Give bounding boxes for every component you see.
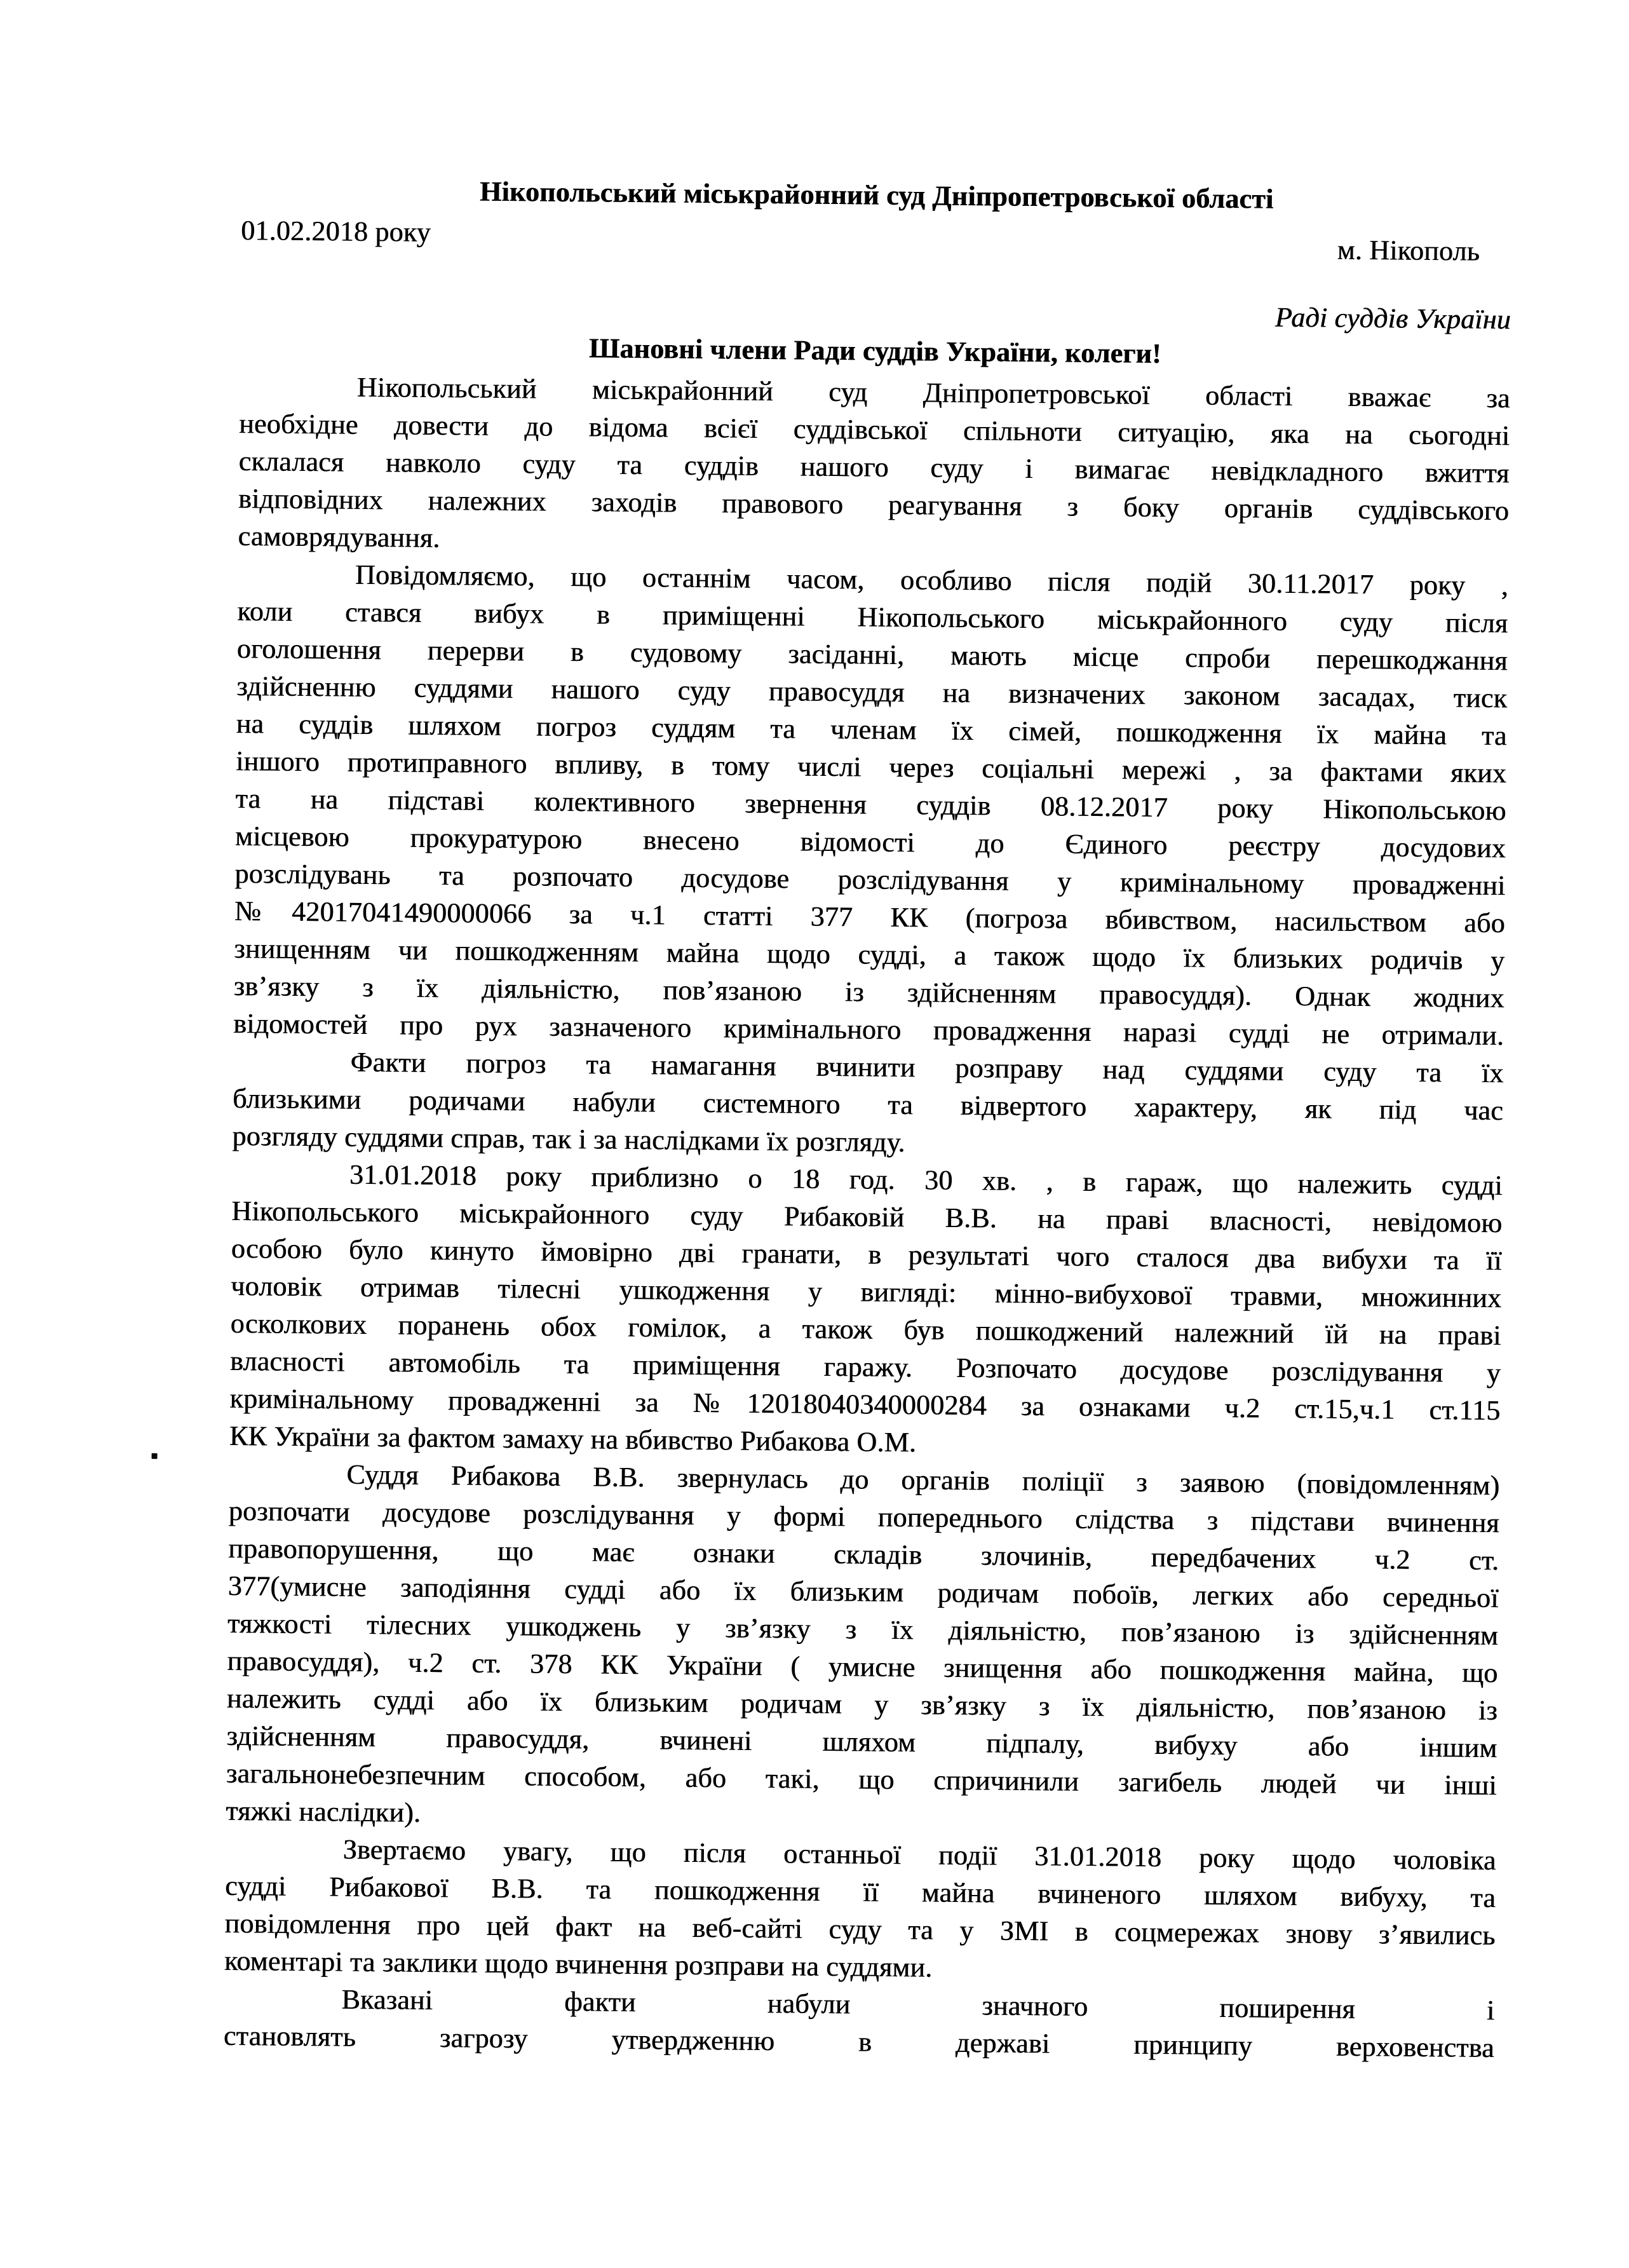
text-line: зв’язку з їх діяльністю, пов’язаною із здійсненням правосуддя). Однак жодних	[233, 970, 1504, 1014]
text-line: склалася навколо суду та суддів нашого суду і вимагає невідкладного вжиття	[238, 445, 1510, 489]
document-date: 01.02.2018 року	[240, 214, 431, 248]
text-line: іншого протиправного впливу, в тому числі через соціальні мережі , за фактами яких	[235, 745, 1507, 789]
paragraph	[232, 1042, 1504, 1167]
text-line: здійсненням правосуддя, вчинені шляхом підпалу, вибуху або іншим	[226, 1720, 1497, 1764]
text-line: №42017041490000066 за ч.1 статті 377 КК (погроза вбивством, насильством або	[234, 895, 1505, 939]
text-line: та на підставі колективного звернення суддів 08.12.2017 року Нікопольською	[235, 782, 1506, 827]
date-row	[240, 212, 1511, 267]
salutation-line: Шановні члени Ради суддів України, колеги!	[588, 332, 1162, 369]
text-line: місцевою прокуратурою внесено відомості до Єдиного реєстру досудових	[234, 820, 1506, 864]
text-line: особою було кинуто ймовірно дві гранати, в результаті чого сталося два вибухи та її	[231, 1232, 1502, 1277]
paragraph	[224, 1979, 1495, 2067]
text-line: самоврядування.	[238, 520, 440, 554]
document-city: м. Нікополь	[1337, 234, 1480, 267]
text-line: Нікопольський міськрайонний суд Дніпропетровської області вважає за	[356, 371, 1510, 414]
text-line: становлять загрозу утвердженню в державі принципу верховенства	[223, 2020, 1494, 2064]
text-line: осколкових поранень обох гомілок, а також був пошкоджений належний їй на праві	[230, 1307, 1501, 1352]
paragraph	[226, 1455, 1500, 1842]
text-line: Суддя Рибакова В.В. звернулась до органів поліції з заявою (повідомленням)	[346, 1458, 1500, 1502]
text-line: повідомлення про цей факт на веб-сайті суду та у ЗМІ в соцмережах знову з’явились	[224, 1907, 1496, 1952]
text-line: Вказані факти набули значного поширення і	[341, 1983, 1495, 2027]
text-line: загальнонебезпечним способом, або такі, що спричинили загибель людей чи інші	[226, 1757, 1497, 1802]
text-line: Нікопольського міськрайонного суду Рибаковій В.В. на праві власності, невідомою	[231, 1195, 1503, 1239]
text-line: 31.01.2018 року приблизно о 18 год. 30 хв. , в гараж, що належить судді	[349, 1158, 1503, 1202]
text-line: коментарі та заклики щодо вчинення розправи на суддями.	[224, 1945, 933, 1983]
text-line: на суддів шляхом погроз суддям та членам їх сімей, пошкодження їх майна та	[236, 707, 1507, 752]
text-line: КК України за фактом замаху на вбивство Рибакова О.М.	[229, 1420, 917, 1458]
text-line: необхідне довести до відома всієї суддівської спільноти ситуацію, яка на сьогодні	[238, 407, 1510, 452]
text-line: розгляду суддями справ, так і за наслідками їх розгляду.	[232, 1120, 905, 1158]
ink-dot-artifact	[152, 1453, 158, 1459]
text-line: власності автомобіль та приміщення гаражу. Розпочато досудове розслідування у	[229, 1345, 1501, 1389]
text-line: близькими родичами набули системного та відвертого характеру, як під час	[232, 1082, 1504, 1127]
text-line: 377(умисне заподіяння судді або їх близьким родичам побоїв, легких або середньої	[227, 1570, 1499, 1614]
text-line: чоловік отримав тілесні ушкодження у вигляді: мінно-вибухової травми, множинних	[230, 1270, 1502, 1314]
text-line: правопорушення, що має ознаки складів злочинів, передбачених ч.2 ст.	[227, 1532, 1499, 1577]
text-line: розпочати досудове розслідування у формі попереднього слідства з підстави вчинення	[228, 1495, 1499, 1539]
letter-content	[224, 170, 1512, 2067]
text-line: оголошення перерви в судовому засіданні, мають місце спроби перешкоджання	[236, 632, 1508, 677]
text-line: коли стався вибух в приміщенні Нікопольського міськрайонного суду після	[237, 595, 1508, 639]
paragraph	[229, 1155, 1503, 1467]
paragraph	[238, 367, 1510, 567]
addressee-line: Раді суддів України	[1274, 301, 1511, 336]
text-line: тяжкості тілесних ушкоджень у зв’язку з їх діяльністю, пов’язаною із здійсненням	[227, 1607, 1499, 1652]
text-line: відповідних належних заходів правового реагування з боку органів суддівського	[238, 482, 1510, 527]
text-line: відомостей про рух зазначеного кримінального провадження наразі судді не отримали.	[233, 1007, 1504, 1052]
text-line: тяжкі наслідки).	[226, 1795, 421, 1828]
text-line: належить судді або їх близьким родичам у зв’язку з їх діяльністю, пов’язаною із	[226, 1682, 1498, 1727]
text-line: знищенням чи пошкодженням майна щодо судді, а також щодо їх близьких родичів у	[234, 932, 1505, 977]
letter-body	[224, 367, 1510, 2067]
court-name-heading: Нікопольський міськрайонний суд Дніпропетровської області	[479, 175, 1274, 215]
paragraph	[233, 555, 1508, 1054]
text-line: Звертаємо увагу, що після останньої події 31.01.2018 року щодо чоловіка	[342, 1833, 1496, 1877]
text-line: кримінальному провадженні за №12018040340000284 за ознаками ч.2 ст.15,ч.1 ст.115	[229, 1382, 1501, 1427]
text-line: Факти погроз та намагання вчинити розправу над суддями суду та їх	[350, 1046, 1504, 1089]
paragraph	[224, 1830, 1496, 1992]
text-line: здійсненню суддями нашого суду правосуддя на визначених законом засадах, тиск	[236, 670, 1508, 714]
text-line: судді Рибакової В.В. та пошкодження її майна вчиненого шляхом вибуху, та	[224, 1870, 1496, 1914]
text-line: розслідувань та розпочато досудове розслідування у кримінальному провадженні	[234, 857, 1506, 902]
text-line: правосуддя), ч.2 ст. 378 КК України ( умисне знищення або пошкодження майна, що	[227, 1645, 1498, 1689]
text-line: Повідомляємо, що останнім часом, особливо після подій 30.11.2017 року ,	[355, 559, 1509, 602]
